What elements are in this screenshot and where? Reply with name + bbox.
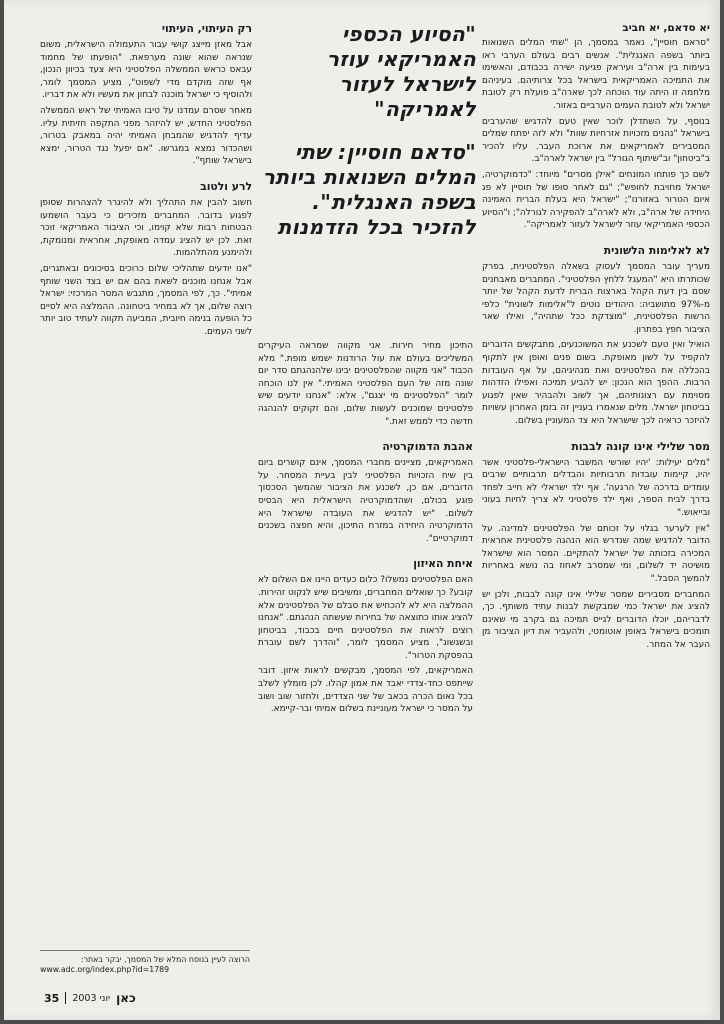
subhead-balance: איחת האיזון — [413, 557, 473, 571]
page-number: 35 — [44, 991, 60, 1005]
right-column — [482, 22, 710, 997]
subhead-timing: רק העיתוי, העיתוי — [161, 22, 252, 35]
page-folio — [44, 990, 136, 1006]
folio-divider — [65, 992, 66, 1004]
paragraph: מעריך עובר המסמך לעסוק בשאלה הפלסטינית, בפרק שכותרתו היא "המעגל ללחץ הפלסטיני". המחברים מאבחנים שסם בין דעת הקהל בארצות הברית לדעת הקהל של יותר מ-97% מתושביה: היהודים נוטים ל"אלימות לשונית" כלפי הרשות הפלסטינית, "מוצדקת ככל שתהיה", ואילו שאר הציבור חפץ בפתרון. — [482, 261, 710, 335]
subhead-no-verbal-violence: לא לאלימות הלשונית — [603, 243, 710, 257]
footnote-url: www.adc.org/index.php?id=1789 — [40, 965, 170, 974]
paragraph: בנוסף, על השתדלן לוכר שאין טעם להדגיש שהערבים בישראל "נהנים מזכויות אזרחיות שוות" ולא לזה יפתח שמלים המסבירים לאמריקאים את ארוכת העבר. עליו להכיר ב"ביטחון" וב"שיתוף הגורל" בין ישראל לארה"ב. — [482, 116, 710, 165]
subhead-negative-message: מסר שלילי אינו קונה לבבות — [571, 439, 710, 453]
pull-quote-saddam: "סדאם חוסיין: שתי המלים השנואות ביותר בשפה האנגלית". להזכיר בכל הזדמנות — [262, 140, 476, 239]
magazine-name: כאן — [116, 991, 136, 1005]
paragraph: לשם כך פותחו המונחים "אילן מסרים" מיוחד: "כדמוקרטיה, ישראל מחויבת לחופש"; "גם לאחר סופו של חוסיין לא פג איום הטרור באזורנו"; "ישראל היא בעלת הברית האמינה היחידה של ארה"ב, ולא לארה"ב להפקירה לגורלה"; ו"הסיוע הכספי האמריקאי עוזר לישראל לעזור לאמריקה". — [482, 169, 710, 231]
paragraph: מאחר שסרם עמדנו על טיבו האמיתי של ראש הממשלה הפלסטיני החדש, יש להיזהר מפני התקפה חזיתית עליו. עדיף להדגיש שהמבחן האמיתי יהיה במאבק בטרור, ושהכדור נמצא במגרשו. "אם יפעל נגד הטרור, ימצא בישראל שותף". — [40, 105, 252, 167]
paragraph: האמריקאים, מציינים מחברי המסמך, אינם קושרים ביום בין שיח הזכויות הפלסטיני לבין בעיית המסחר. על הדוברים, אם כן, לשכנע את הציבור שהמשך הסכסוך פוגע בכולם, ושהדמוקרטיה הישראלית היא הבסיס לשלום. "יש להדגיש את העובדה שישראל היא הדמוקרטיה היחידה במזרח התיכון, והיא חפצה בשכנים דמוקרטיים". — [258, 458, 473, 544]
middle-column — [258, 340, 473, 1015]
left-column — [40, 22, 252, 962]
paragraph: האם הפלסטינים נמשלו? כלום כעדים היינו אם השלום לא קובע? כך שואלים המחברים, ומשיבים שיש לנקוט זהירות. ההמלצה היא לא להכחיש את סבלם של הפלסטינים אלא להציג אותו כתוצאה של בחירות שעשתה הנהגתם. "אנחנו רוצים לראות את הפלסטינים חיים בכבוד, בביטחון ובשגשוג", מציע המסמך לומר, "והדרך לשם עוברת בהפסקת הטרור". — [258, 575, 473, 661]
magazine-page — [4, 0, 720, 1020]
pull-quote-aid: "הסיוע הכספי האמריקאי עוזר לישראל לעזור לאמריקה" — [326, 22, 476, 121]
pull-quotes — [262, 22, 476, 334]
paragraph: "אין לערער בגלוי על זכותם של הפלסטינים למדינה. על הדובר להדגיש שמה שנדרש הוא הנהגה פלסטינית אחראית המכירה בזכותה של ישראל להתקיים. המסר הוא שישראל מושיטה יד לשלום, ומי שמסרב לאחוז בה נושא באחריות להמשך הסבל." — [482, 523, 710, 584]
subhead-love-of-democracy: אהבת הדמוקרטיה — [382, 440, 473, 454]
footnote-text: הרוצה לעיין בנוסח המלא של המסמך, יבקר באתר: — [81, 955, 250, 964]
paragraph: "סראם חוסיין", נאמר במסמך, הן "שתי המלים השנואות ביותר בשפה האנגלית". אנשים רבים בעולם הערבי ראו בעימות בין ארה"ב ועיראק פגיעה ישירה בכבודם, והאשימו את התמיכה האמריקאית בישראל בכל צרותיהם. בעיניהם מלחמה זו היתה עוד הוכחה לכך שארה"ב פועלת רק לטובת ישראל ולא לטובת העמים הערביים באזור. — [482, 38, 710, 111]
paragraph: אבל מאזן מייצג קושי עבור התעמולה הישראלית, משום שנראה שהוא שונה מערפאת. "הופעתו של מחמוד עבאס כראש הממשלה הפלסטיני היא צעד בכיוון הנכון, אף שזה מוקדם מדי לשפוט", מציע המסמך לומר, ולהוסיף כי ישראל מוכנה לבחון את מעשיו ולא את דבריו. — [40, 40, 252, 101]
paragraph: חשוב להבין את התהליך ולא להיגרר להצהרות שסופן לפגוע בדובר. המחברים מזכירים כי בעבר הושמעו הבטחות רבות שלא קוימו, וכי הציבור האמריקאי זוכר זאת. לכן יש להציג עמדה מאופקת, אחראית ומנומקת, ולהימנע מהתלהמות. — [40, 197, 252, 259]
subhead-for-better-or-worse: לרע ולטוב — [200, 179, 252, 193]
paragraph: המחברים מסבירים שמסר שלילי אינו קונה לבבות, ולכן יש להציג את ישראל כמי שמבקשת לבנות עתיד משותף. כך, לדבריהם, יוכלו הדוברים לגייס תמיכה גם בקרב מי שאינם תומכים בישראל באופן אוטומטי, ולהעביר את דיון הציבור מן העבר אל המחר. — [482, 589, 710, 650]
paragraph: הואיל ואין טעם לשכנע את המשוכנעים, מתבקשים הדוברים להקפיד על לשון מאופקת. בשום פנים ואופן אין לתקוף בהכללה את הפלסטינים ואת מנהיגיהם, על אף העובדות הרבות. ההפך הוא הנכון: יש להביע תמיכה ואפילו הזדהות מסוימת עם רצונותיהם, אך לשוב ולהבהיר שאין לפגוע בביטחון ישראל. מלים שנאמרו בעניין זה בזמן האחרון עשויות להיזכר כראיה לכך שישראל היא צד המעוניין בשלום. — [482, 340, 710, 427]
right-column-byline: יא סדאם, יא חביב — [622, 22, 710, 34]
paragraph: "אנו יודעים שתהליכי שלום כרוכים בסיכונים ובאתגרים, אבל אנחנו מוכנים לשאת בהם אם יש בצד השני שותף אמיתי". כך, לפי המסמך, מתגבש המסר המרכזי: ישראל רוצה שלום, אך לא במחיר ביטחונה. ההמלצה היא לסיים כל הופעה בנימה חיובית, המביעה תקווה לעתיד טוב יותר לשני העמים. — [40, 263, 252, 337]
paragraph: התיכון מחיר חירות. אני מקווה שמראה העיקרים המשליכים בעולם את עול הרודנות ישמש מופת." מלא הכבוד "אני מקווה שהפלסטינים יבינו שלהנהגתם סדר יום שונה מזה של העם הפלסטיני האמיתי." אין לנו הוכחה לומר "הפלסטינים מי יצגם", אלא: "אנחנו יודעים שיש פלסטינים שמוכנים לעשות שלום, והם זקוקים להנהגה חדשה כדי לממש זאת." — [258, 341, 473, 427]
paragraph: "מלים יעילות: 'יהיו שורשי המשבר הישראלי-פלסטיני אשר יהיו, קיימות עובדות תרבותיות והבדלים תרבותיים שרבים עומדים בדרכה של הרגעה'. אף ילד ישראלי לא חייב לפחד בדרך לבית הספר, ואף ילד פלסטיני לא צריך לחיות בעוני ובייאוש." — [482, 457, 710, 518]
footnote — [40, 950, 250, 974]
paragraph: האמריקאים, לפי המסמך, מבקשים לראות איזון. דובר שייתפס כחד-צדדי יאבד את אמון קהלו. לכן מומלץ לשלב בכל נאום הכרה בכאב של שני הצדדים, ולחזור שוב ושוב על המסר כי ישראל מעוניינת בשלום אמיתי ובר-קיימא. — [258, 666, 473, 715]
issue-date: יוני 2003 — [72, 992, 111, 1004]
